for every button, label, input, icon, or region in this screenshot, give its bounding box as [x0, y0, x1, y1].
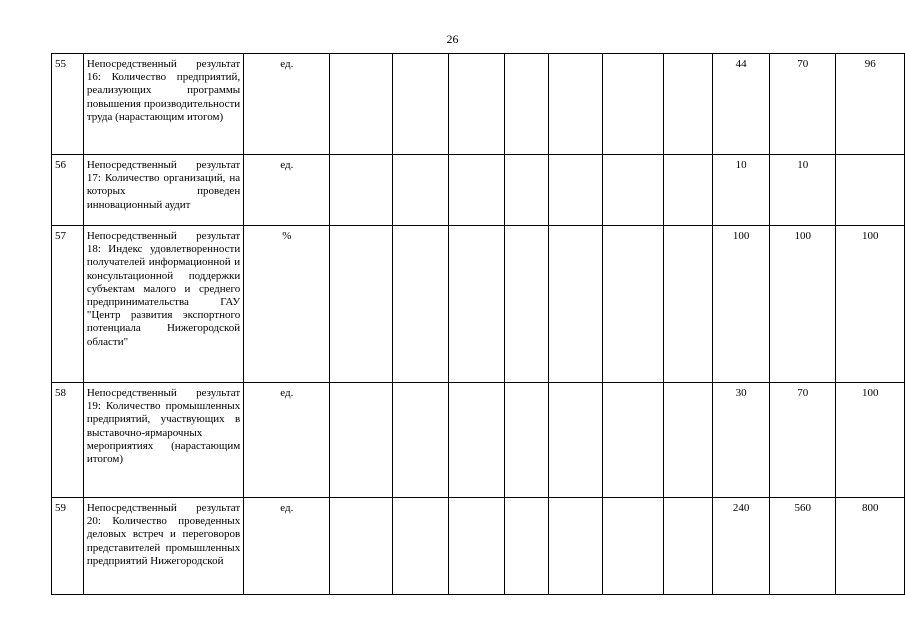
empty-cell: [449, 383, 504, 498]
value-cell-2: 70: [769, 54, 835, 155]
empty-cell: [449, 54, 504, 155]
empty-cell: [663, 226, 712, 383]
result-name: Непосредственный результат 16: Количество предприятий, реализующих программы повышения производительности труда (нарастающим итогом): [83, 54, 243, 155]
empty-cell: [504, 54, 549, 155]
table-row: [52, 383, 905, 498]
empty-cell: [330, 383, 392, 498]
empty-cell: [602, 226, 663, 383]
value-cell-2: 560: [769, 498, 835, 595]
empty-cell: [504, 383, 549, 498]
empty-cell: [449, 498, 504, 595]
empty-cell: [602, 383, 663, 498]
row-number: 55: [52, 54, 84, 155]
empty-cell: [663, 498, 712, 595]
empty-cell: [330, 155, 392, 226]
value-cell-1: 100: [713, 226, 770, 383]
empty-cell: [392, 226, 448, 383]
value-cell-2: 100: [769, 226, 835, 383]
value-cell-1: 44: [713, 54, 770, 155]
value-cell-2: 70: [769, 383, 835, 498]
row-number: 57: [52, 226, 84, 383]
unit-cell: %: [244, 226, 330, 383]
result-name: Непосредственный результат 20: Количество проведенных деловых встреч и переговоров представителей промышленных предприятий Нижегородской: [83, 498, 243, 595]
row-number: 59: [52, 498, 84, 595]
empty-cell: [392, 54, 448, 155]
empty-cell: [392, 155, 448, 226]
result-name: Непосредственный результат 17: Количество организаций, на которых проведен инновационный аудит: [83, 155, 243, 226]
table-row: [52, 155, 905, 226]
empty-cell: [602, 54, 663, 155]
empty-cell: [663, 155, 712, 226]
results-table: [51, 53, 905, 595]
empty-cell: [602, 155, 663, 226]
table-row: [52, 54, 905, 155]
empty-cell: [549, 155, 602, 226]
result-name: Непосредственный результат 19: Количество промышленных предприятий, участвующих в выставочно-ярмарочных мероприятиях (нарастающим итогом): [83, 383, 243, 498]
empty-cell: [392, 383, 448, 498]
unit-cell: ед.: [244, 54, 330, 155]
value-cell-1: 30: [713, 383, 770, 498]
table-row: [52, 226, 905, 383]
value-cell-1: 240: [713, 498, 770, 595]
value-cell-1: 10: [713, 155, 770, 226]
value-cell-2: 10: [769, 155, 835, 226]
value-cell-3: 100: [836, 226, 905, 383]
value-cell-3: [836, 155, 905, 226]
empty-cell: [330, 54, 392, 155]
unit-cell: ед.: [244, 383, 330, 498]
empty-cell: [330, 226, 392, 383]
empty-cell: [330, 498, 392, 595]
empty-cell: [504, 226, 549, 383]
empty-cell: [449, 226, 504, 383]
empty-cell: [663, 383, 712, 498]
empty-cell: [504, 155, 549, 226]
result-name: Непосредственный результат 18: Индекс удовлетворенности получателей информационной и консультационной поддержки субъектам малого и среднего предпринимательства ГАУ "Центр развития экспортного потенциала Нижегородской области": [83, 226, 243, 383]
value-cell-3: 800: [836, 498, 905, 595]
table-row: [52, 498, 905, 595]
unit-cell: ед.: [244, 498, 330, 595]
row-number: 56: [52, 155, 84, 226]
empty-cell: [549, 226, 602, 383]
empty-cell: [392, 498, 448, 595]
empty-cell: [602, 498, 663, 595]
empty-cell: [663, 54, 712, 155]
empty-cell: [549, 498, 602, 595]
unit-cell: ед.: [244, 155, 330, 226]
page-number: 26: [446, 32, 459, 46]
empty-cell: [504, 498, 549, 595]
value-cell-3: 100: [836, 383, 905, 498]
row-number: 58: [52, 383, 84, 498]
empty-cell: [549, 54, 602, 155]
value-cell-3: 96: [836, 54, 905, 155]
empty-cell: [449, 155, 504, 226]
empty-cell: [549, 383, 602, 498]
